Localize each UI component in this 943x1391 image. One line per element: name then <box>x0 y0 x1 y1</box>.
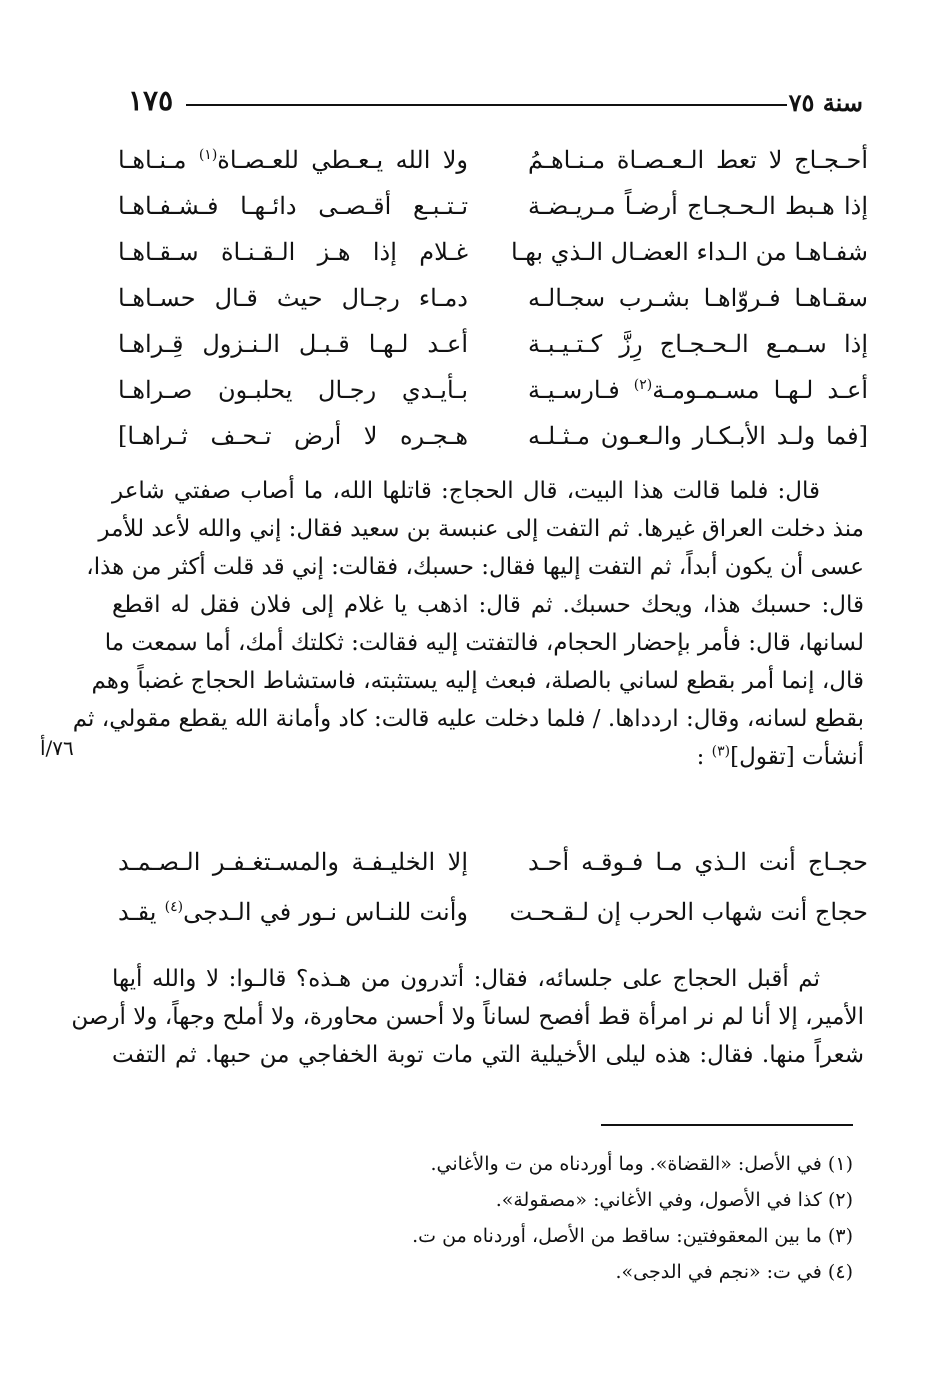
verse <box>118 842 868 892</box>
hemistich-second: غـلام إذا هـز الـقـنـاة سـقـاهـا <box>118 238 468 266</box>
hemistich-text: وأنت للنـاس نـور في الـدجى <box>183 898 468 926</box>
footnote-separator <box>601 1124 853 1126</box>
footnote: (٢) كذا في الأصول، وفي الأغاني: «مصقولة». <box>495 1189 853 1211</box>
hemistich-first: سقـاهـا فـروّاهـا بشـرب سجـالـه <box>528 284 868 312</box>
text-line: الأمير، إلا أنا لم نر امرأة قط أفصح لساناً ولا أحسن محاورة، ولا أملح وجهاً، ولا أرصن <box>71 1004 864 1030</box>
hemistich-first: حجـاج أنت الـذي مـا فـوقـه أحـد <box>528 848 868 876</box>
text-line: لسانها، قال: فأمر بإحضار الحجام، فالتفتت إليه فقالت: ثكلتك أمك، أما سمعت ما <box>104 630 864 656</box>
hemistich-second <box>118 892 468 932</box>
hemistich-tail: مـنـاهـا <box>118 146 199 174</box>
verse <box>118 186 868 232</box>
footnote-marker: (٤) <box>164 899 184 915</box>
poem-block-2 <box>118 842 868 942</box>
verse <box>118 416 868 462</box>
hemistich-first: شفـاهـا من الـداء العضـال الـذي بهـا <box>510 238 868 266</box>
text-line <box>112 472 864 510</box>
hemistich-second: تـتـبـع أقـصـى دائـهـا فـشـفـاهـا <box>118 192 468 220</box>
text-line: عسى أن يكون أبداً، ثم التفت إليها فقال: حسبك، فقالت: إني قد قلت أكثر من هذا، <box>86 554 864 580</box>
hemistich-second: بـأيـدي رجـال يحلبـون صـراهـا <box>118 376 468 404</box>
footnote-marker: (٣) <box>711 743 731 760</box>
text-line: بقطع لسانه، وقال: اردداها. / فلما دخلت عليه قالت: كاد وأمانة الله يقطع مقولي، ثم <box>72 706 864 732</box>
hemistich-second: إلا الخليـفـة والمسـتغـفـر الـصـمـد <box>118 848 468 876</box>
year-label: سنة ٧٥ <box>788 88 863 117</box>
footnote: (١) في الأصل: «القضاة». وما أوردناه من ت والأغاني. <box>430 1153 853 1175</box>
line-text: ثم أقبل الحجاج على جلسائه، فقال: أتدرون من هـذه؟ قالـوا: لا والله أيها <box>112 966 820 992</box>
line-tail: : <box>696 744 705 770</box>
hemistich-first: [فما ولـد الأبـكـار والـعـون مـثـلـه <box>528 422 868 450</box>
footnotes <box>93 1146 853 1290</box>
prose-paragraph-2 <box>71 960 864 1074</box>
text-line: منذ دخلت العراق غيرها. ثم التفت إلى عنبسة بن سعيد فقال: إني والله لأعد للأمر <box>98 516 864 542</box>
line-text: قال: فلما قالت هذا البيت، قال الحجاج: قاتلها الله، ما أصاب صفتي شاعر <box>112 478 820 504</box>
footnote-marker: (١) <box>198 147 218 163</box>
verse <box>118 278 868 324</box>
hemistich-second: أعـد لـهـا قـبـل الـنـزول قِـراهـا <box>118 330 468 358</box>
hemistich-first <box>528 370 868 410</box>
header-rule <box>186 104 787 106</box>
line-text: أنشأت [تقول] <box>730 744 864 770</box>
text-line: قال: حسبك هذا، ويحك حسبك. ثم قال: اذهب يا غلام إلى فلان فقل له اقطع <box>112 592 864 618</box>
manuscript-folio-ref: ٧٦/أ <box>40 736 74 760</box>
poem-block-1 <box>118 140 868 462</box>
hemistich-text: أعـد لـهـا مسـمـومـة <box>652 376 868 404</box>
text-line: قال، إنما أمر بقطع لساني بالصلة، فبعث إليه يستثبته، فاستشاط الحجاج غضباً وهم <box>91 668 864 694</box>
footnote-marker: (٢) <box>633 377 653 393</box>
hemistich-second: دمـاء رجـال حيث قـال حسـاهـا <box>118 284 468 312</box>
footnote: (٤) في ت: «نجم في الدجى». <box>615 1261 853 1283</box>
verse <box>118 232 868 278</box>
hemistich-first: حجاج أنت شهاب الحرب إن لـقـحـت <box>509 898 868 926</box>
verse <box>118 140 868 186</box>
text-line: شعراً منها. فقال: هذه ليلى الأخيلية التي مات توبة الخفاجي من حبها. ثم التفت <box>112 1042 864 1068</box>
hemistich-tail: فـارسـيـة <box>528 376 634 404</box>
hemistich-first: إذا هـبط الـحـجـاج أرضـاً مـريـضـة <box>528 192 868 220</box>
page-number: ١٧٥ <box>128 84 174 117</box>
footnote: (٣) ما بين المعقوفتين: ساقط من الأصل، أوردناه من ت. <box>412 1225 853 1247</box>
text-line <box>112 960 864 998</box>
text-line <box>112 738 864 776</box>
verse <box>118 324 868 370</box>
verse <box>118 370 868 416</box>
prose-paragraph-1 <box>72 472 864 776</box>
verse <box>118 892 868 942</box>
hemistich-first: أحـجـاج لا تعط الـعـصـاة مـنـاهـمُ <box>528 146 868 174</box>
hemistich-second <box>118 140 468 180</box>
hemistich-second: هـجـره لا أرض تـحـف ثـراهـا] <box>118 422 468 450</box>
hemistich-text: ولا الله يـعـطي للعـصـاة <box>217 146 468 174</box>
hemistich-tail: يقـد <box>118 898 165 926</box>
hemistich-first: إذا سـمـع الـحـجـاج رِزَّ كـتـيـبـة <box>528 330 868 358</box>
running-header <box>128 84 863 118</box>
